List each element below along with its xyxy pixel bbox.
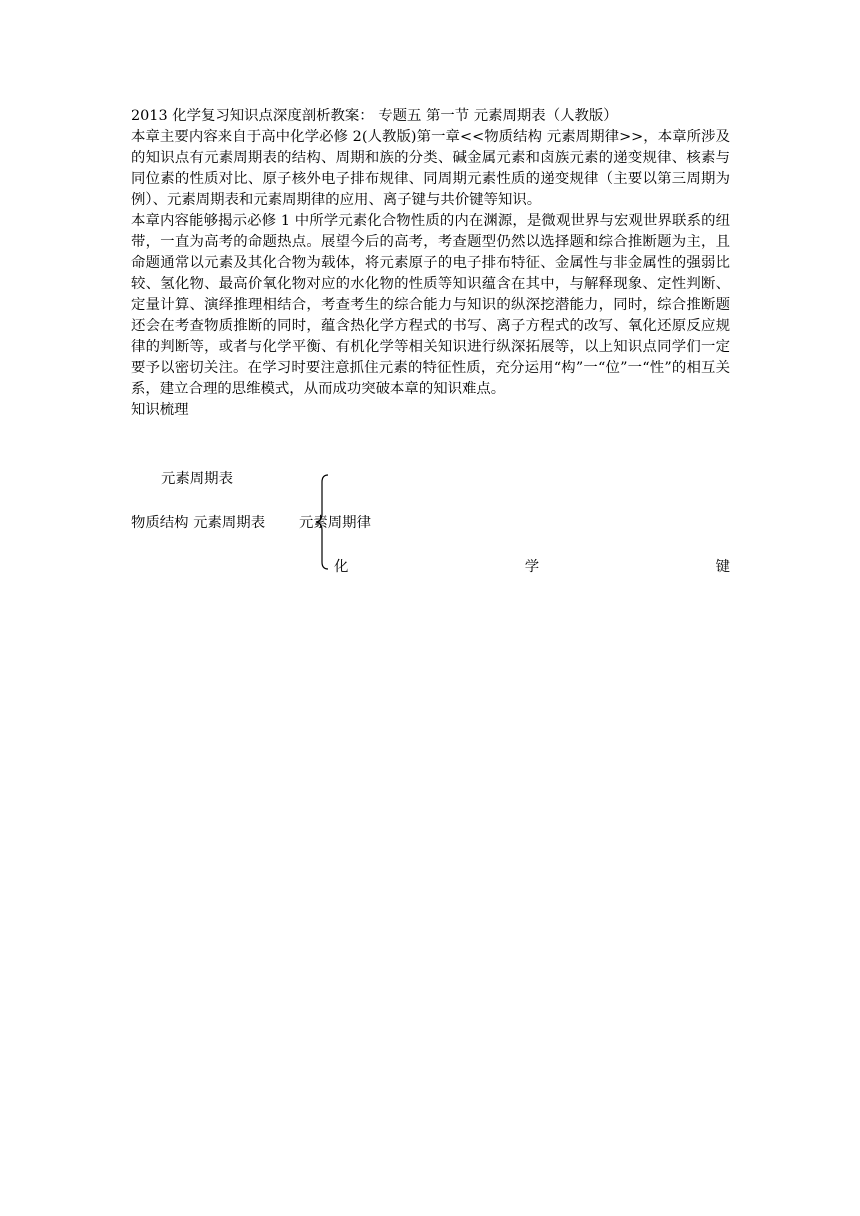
outline-bottom-char: 学 — [524, 559, 540, 575]
outline-branch-middle: 元素周期律 — [299, 515, 371, 531]
outline-bottom-char: 键 — [715, 559, 730, 575]
document-title: 2013 化学复习知识点深度剖析教案： 专题五 第一节 元素周期表（人教版） — [131, 108, 618, 124]
outline-bottom-char: 化 — [334, 559, 349, 575]
section-heading: 知识梳理 — [131, 402, 189, 418]
intro-paragraph: 本章主要内容来自于高中化学必修 2(人教版)第一章<<物质结构 元素周期律>>，本章所涉及的知识点有元素周期表的结构、周期和族的分类、碱金属元素和卤族元素的递变规律、核素与同位素的性质对比、原子核外电子排布规律、同周期元素性质的递变规律（主要以第三周期为例）、元素周期表和元素周期律的应用、离子键与共价键等知识。 — [131, 129, 730, 208]
outline-branch-top: 元素周期表 — [161, 471, 233, 487]
document-body — [131, 106, 730, 421]
analysis-paragraph: 本章内容能够揭示必修 1 中所学元素化合物性质的内在渊源，是微观世界与宏观世界联系的纽带，一直为高考的命题热点。展望今后的高考，考查题型仍然以选择题和综合推断题为主，且命题通常以元素及其化合物为载体，将元素原子的电子排布特征、金属性与非金属性的强弱比较、氢化物、最高价氧化物对应的水化物的性质等知识蕴含在其中，与解释现象、定性判断、定量计算、演绎推理相结合，考查考生的综合能力与知识的纵深挖潜能力，同时，综合推断题还会在考查物质推断的同时，蕴含热化学方程式的书写、离子方程式的改写、氧化还原反应规律的判断等，或者与化学平衡、有机化学等相关知识进行纵深拓展等，以上知识点同学们一定要予以密切关注。在学习时要注意抓住元素的特征性质，充分运用“构”一“位”一“性”的相互关系，建立合理的思维模式，从而成功突破本章的知识难点。 — [131, 213, 730, 397]
outline-root: 物质结构 元素周期表 — [131, 515, 266, 531]
outline-branch-bottom — [334, 558, 730, 576]
